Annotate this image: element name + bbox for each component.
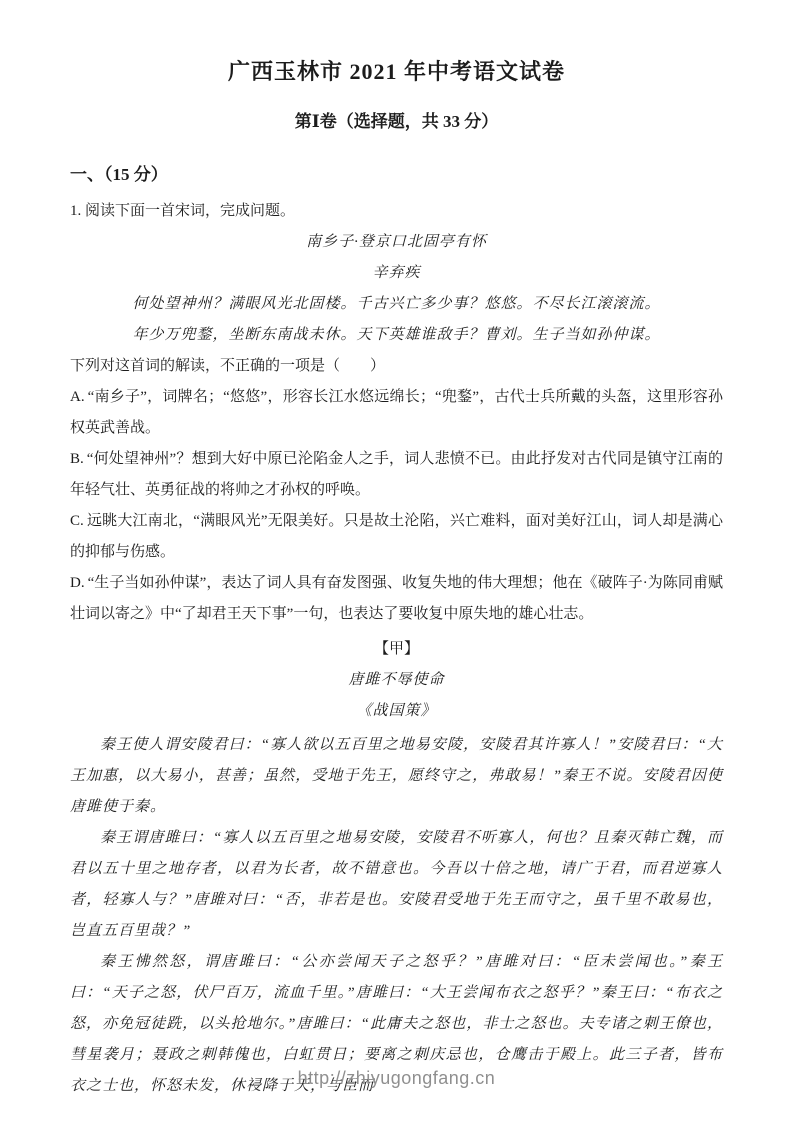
option-c-text: 远眺大江南北，“满眼风光”无限美好。只是故土沦陷，兴亡难料，面对美好江山，词人却是满心的抑郁与伤感。: [70, 513, 723, 560]
passage-source: 《战国策》: [356, 703, 437, 719]
option-b-label: B.: [70, 451, 84, 467]
option-d-text: “生子当如孙仲谋”，表达了词人具有奋发图强、收复失地的伟大理想；他在《破阵子·为陈同甫赋壮词以寄之》中“了却君王天下事”一句，也表达了要收复中原失地的雄心壮志。: [70, 575, 723, 622]
passage-paragraph: 秦王怫然怒，谓唐雎曰：“公亦尝闻天子之怒乎？”唐雎对曰：“臣未尝闻也。”秦王曰：“天子之怒，伏尸百万，流血千里。”唐雎曰：“大王尝闻布衣之怒乎？”秦王曰：“布衣之怒，亦免冠徒跣，以头抢地尔。”唐雎曰：“此庸夫之怒也，非士之怒也。夫专诸之刺王僚也，彗星袭月；聂政之刺韩傀也，白虹贯日；要离之刺庆忌也，仓鹰击于殿上。此三子者，皆布衣之士也，怀怒未发，休祲降于天，与臣而: [70, 954, 723, 1094]
poem-author: 辛弃疾: [372, 265, 421, 281]
option-a: [70, 382, 723, 444]
option-a-text: “南乡子”，词牌名；“悠悠”，形容长江水悠远绵长；“兜鍪”，古代士兵所戴的头盔，这里形容孙权英武善战。: [70, 389, 723, 436]
page-title: 广西玉林市 2021 年中考语文试卷: [227, 59, 565, 84]
question-1-stem: 下列对这首词的解读，不正确的一项是（ ）: [70, 358, 386, 374]
passage-paragraph: 秦王谓唐雎曰：“寡人以五百里之地易安陵，安陵君不听寡人，何也？且秦灭韩亡魏，而君以五十里之地存者，以君为长者，故不错意也。今吾以十倍之地，请广于君，而君逆寡人者，轻寡人与？”唐雎对曰：“否，非若是也。安陵君受地于先王而守之，虽千里不敢易也，岂直五百里哉？”: [70, 830, 723, 939]
passage-jia-bracket-label: 【甲】: [373, 641, 419, 657]
passage-paragraph: 秦王使人谓安陵君曰：“寡人欲以五百里之地易安陵，安陵君其许寡人！”安陵君曰：“大王加惠，以大易小，甚善；虽然，受地于先王，愿终守之，弗敢易！”秦王不说。安陵君因使唐雎使于秦。: [70, 737, 723, 815]
option-a-label: A.: [70, 389, 85, 405]
option-b-text: “何处望神州”？想到大好中原已沦陷金人之手，词人悲愤不已。由此抒发对古代同是镇守江南的年轻气壮、英勇征战的将帅之才孙权的呼唤。: [70, 451, 723, 498]
poem-line: 何处望神州？满眼风光北固楼。千古兴亡多少事？悠悠。不尽长江滚滚流。: [132, 296, 661, 312]
document-body: [70, 196, 723, 1102]
option-c: [70, 506, 723, 568]
option-b: [70, 444, 723, 506]
passage-title: 唐雎不辱使命: [348, 672, 445, 688]
option-d-label: D.: [70, 575, 85, 591]
option-d: [70, 568, 723, 630]
watermark-url: http://zhiyugongfang.cn: [297, 1068, 496, 1088]
poem-title: 南乡子·登京口北固亭有怀: [306, 234, 487, 250]
section-title: 第Ⅰ卷（选择题，共 33 分）: [294, 112, 499, 131]
question-1-intro: 1. 阅读下面一首宋词，完成问题。: [70, 203, 296, 219]
option-c-label: C.: [70, 513, 84, 529]
poem-line: 年少万兜鍪，坐断东南战未休。天下英雄谁敌手？曹刘。生子当如孙仲谋。: [132, 327, 661, 343]
part-one-heading: 一、（15 分）: [70, 165, 168, 184]
